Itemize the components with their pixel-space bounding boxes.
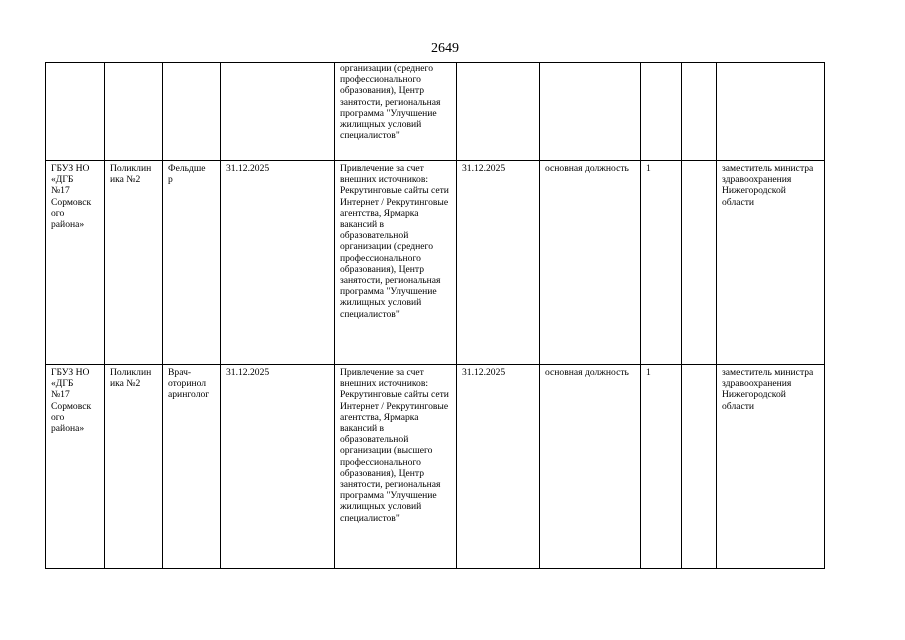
cell-organization: ГБУЗ НО «ДГБ №17 Сормовск ого района» [46, 365, 105, 569]
cell-count: 1 [641, 365, 682, 569]
cell-position: Фельдше р [163, 161, 221, 365]
cell-department: Поликлин ика №2 [105, 161, 163, 365]
table-row [46, 63, 825, 161]
vacancy-table [45, 62, 825, 569]
cell-organization: ГБУЗ НО «ДГБ №17 Сормовск ого района» [46, 161, 105, 365]
cell-date [221, 63, 335, 161]
cell-employment-type: основная должность [540, 161, 641, 365]
page-number: 2649 [431, 41, 459, 56]
cell-deadline: 31.12.2025 [457, 161, 540, 365]
cell-date: 31.12.2025 [221, 161, 335, 365]
cell-responsible: заместитель министра здравоохранения Нижегородской области [717, 161, 825, 365]
table-row [46, 365, 825, 569]
cell-date: 31.12.2025 [221, 365, 335, 569]
cell-organization [46, 63, 105, 161]
cell-employment-type [540, 63, 641, 161]
cell-method: Привлечение за счет внешних источников: Рекрутинговые сайты сети Интернет / Рекрутинговые агентства, Ярмарка вакансий в образовательной организации (высшего профессионального образования), Центр занятости, региональная программа "Улучшение жилищных условий специалистов" [335, 365, 457, 569]
cell-responsible [717, 63, 825, 161]
cell-method: организации (среднего профессионального образования), Центр занятости, региональная программа "Улучшение жилищных условий специалистов" [335, 63, 457, 161]
cell-position [163, 63, 221, 161]
cell-position: Врач- оторинол аринголог [163, 365, 221, 569]
cell-empty [682, 161, 717, 365]
cell-empty [682, 63, 717, 161]
cell-deadline: 31.12.2025 [457, 365, 540, 569]
cell-department: Поликлин ика №2 [105, 365, 163, 569]
cell-employment-type: основная должность [540, 365, 641, 569]
table-row [46, 161, 825, 365]
cell-deadline [457, 63, 540, 161]
cell-department [105, 63, 163, 161]
cell-method: Привлечение за счет внешних источников: Рекрутинговые сайты сети Интернет / Рекрутинговые агентства, Ярмарка вакансий в образовательной организации (среднего профессионального образования), Центр занятости, региональная программа "Улучшение жилищных условий специалистов" [335, 161, 457, 365]
cell-count [641, 63, 682, 161]
cell-responsible: заместитель министра здравоохранения Нижегородской области [717, 365, 825, 569]
cell-count: 1 [641, 161, 682, 365]
cell-empty [682, 365, 717, 569]
